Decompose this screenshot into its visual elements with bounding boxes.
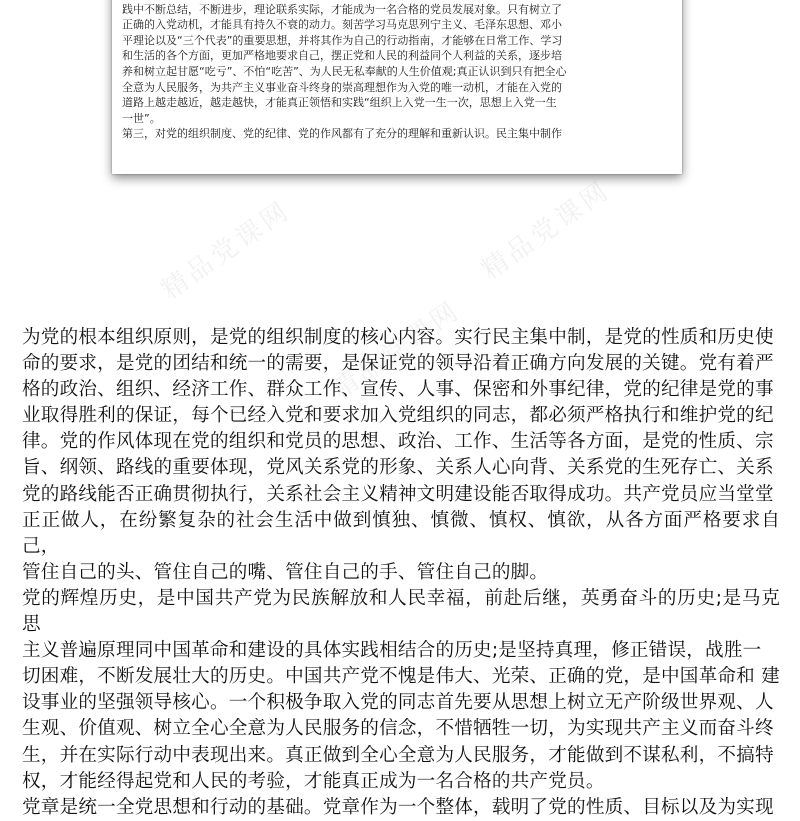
watermark: 精品党课网 — [156, 195, 297, 306]
text-line: 管住自己的头、管住自己的嘴、管住自己的手、管住自己的脚。 — [22, 561, 549, 583]
text-line: 权，才能经得起党和人民的考验，才能真正成为一名合格的共产党员。 — [22, 770, 605, 792]
preview-line: 全意为人民服务，为共产主义事业奋斗终身的崇高理想作为入党的唯一动机，才能在入党的 — [122, 80, 562, 94]
preview-line: 正确的入党动机，才能具有持久不衰的动力。刻苦学习马克思列宁主义、毛泽东思想、邓小 — [122, 18, 562, 32]
text-line: 生，并在实际行动中表现出来。真正做到全心全意为人民服务，才能做到不谋私利，不搞特 — [22, 744, 774, 766]
preview-line: 养和树立起甘愿“吃亏”、不怕“吃苦”、为人民无私奉献的人生价值观;真正认识到只有把全心 — [122, 64, 567, 78]
preview-area — [0, 0, 800, 240]
preview-line: 和生活的各个方面，更加严格地要求自己，摆正党和人民的利益同个人利益的关系，逐步培 — [122, 49, 562, 63]
text-line: 律。党的作风体现在党的组织和党员的思想、政治、工作、生活等各方面，是党的性质、宗 — [22, 431, 774, 453]
text-line: 命的要求，是党的团结和统一的需要，是保证党的领导沿着正确方向发展的关键。党有着严 — [22, 353, 774, 375]
text-line: 党的辉煌历史，是中国共产党为民族解放和人民幸福，前赴后继，英勇奋斗的历史;是马克思 — [22, 587, 780, 636]
watermark: 精品党课网 — [326, 295, 467, 406]
text-line: 正正做人，在纷繁复杂的社会生活中做到慎独、慎微、慎权、慎欲，从各方面严格要求自己， — [22, 509, 780, 557]
text-line: 旨、纲领、路线的重要体现，党风关系党的形象、关系人心向背、关系党的生死存亡、关系 — [22, 457, 774, 479]
text-line: 生观、价值观、树立全心全意为人民服务的信念，不惜牺牲一切，为实现共产主义而奋斗终 — [22, 718, 774, 740]
preview-line: 平理论以及“三个代表”的重要思想，并将其作为自己的行动指南，才能够在日常工作、学习 — [122, 33, 563, 47]
preview-line: 践中不断总结，不断进步，理论联系实际，才能成为一名合格的党员发展对象。只有树立了 — [122, 2, 562, 16]
text-line: 格的政治、组织、经济工作、群众工作、宣传、人事、保密和外事纪律，党的纪律是党的事 — [22, 379, 774, 401]
text-line: 党章是统一全党思想和行动的基础。党章作为一个整体，载明了党的性质、目标以及为实现 — [22, 796, 774, 818]
preview-line: 第三，对党的组织制度、党的纪律、党的作风都有了充分的理解和重新认识。民主集中制作 — [122, 127, 562, 141]
text-line: 切困难，不断发展壮大的历史。中国共产党不愧是伟大、光荣、正确的党，是中国革命和 建 — [22, 666, 780, 688]
text-line: 设事业的坚强领导核心。一个积极争取入党的同志首先要从思想上树立无产阶级世界观、人 — [22, 692, 774, 714]
paragraph — [22, 586, 780, 795]
text-line: 主义普遍原理同中国革命和建设的具体实践相结合的历史;是坚持真理，修正错误，战胜一 — [22, 640, 762, 662]
preview-line: 一世”。 — [122, 111, 161, 125]
text-line: 党的路线能否正确贯彻执行，关系社会主义精神文明建设能否取得成功。共产党员应当堂堂 — [22, 483, 774, 505]
text-line: 为党的根本组织原则，是党的组织制度的核心内容。实行民主集中制，是党的性质和历史使 — [22, 327, 774, 348]
text-line: 业取得胜利的保证，每个已经入党和要求加入党组织的同志，都必须严格执行和维护党的纪 — [22, 405, 774, 427]
document-body — [22, 325, 780, 821]
paragraph — [22, 795, 780, 821]
preview-line: 道路上越走越近，越走越快，才能真正领悟和实践“组织上入党一生一次，思想上入党一生 — [122, 96, 557, 110]
paragraph — [22, 325, 780, 586]
document-page-thumbnail — [112, 0, 682, 174]
